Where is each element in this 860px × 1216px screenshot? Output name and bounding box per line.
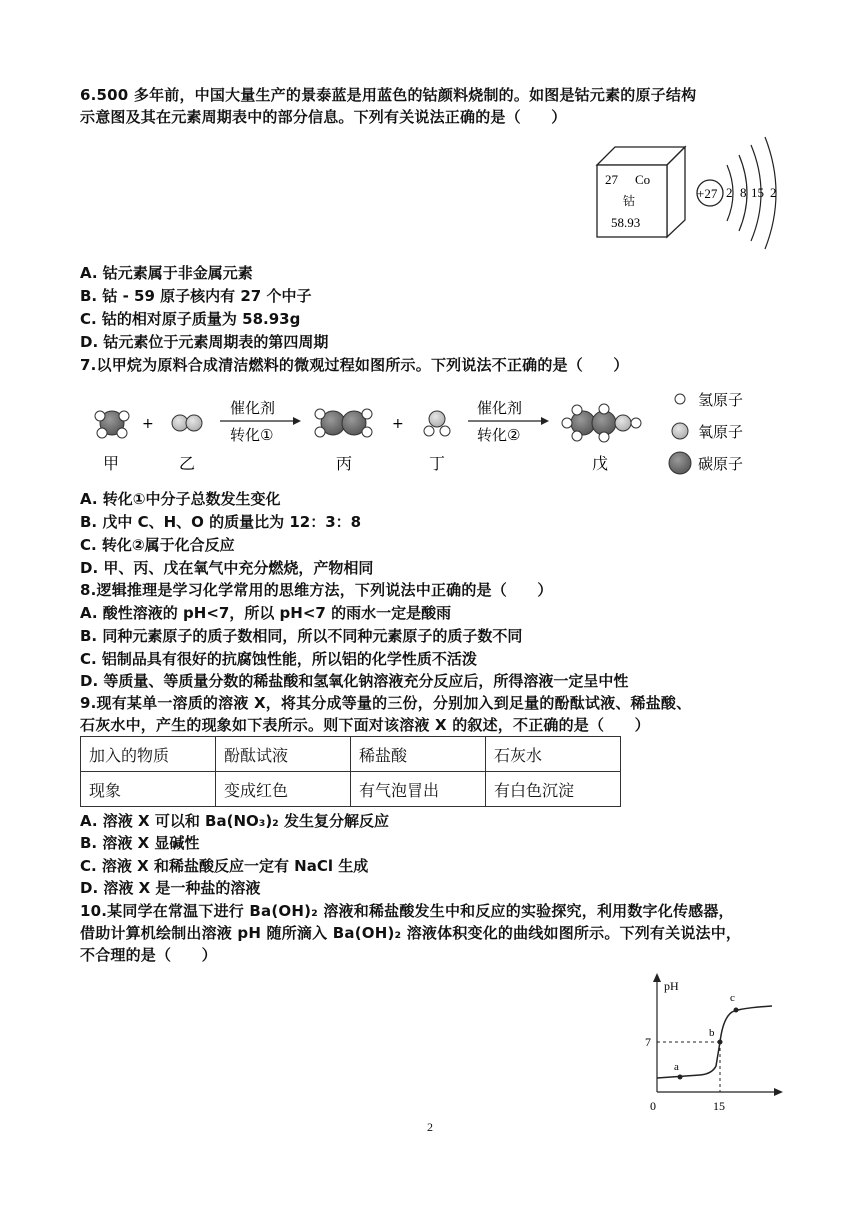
y-axis-label: pH [664, 979, 679, 993]
nucleus-charge: +27 [697, 186, 718, 201]
table-cell: 现象 [81, 772, 216, 807]
table-cell: 有气泡冒出 [351, 772, 486, 807]
label-ding: 丁 [429, 454, 446, 473]
plus-sign-2: + [392, 416, 404, 432]
table-row [81, 737, 621, 772]
element-name: 钴 [623, 194, 636, 208]
q7-option-d: D. 甲、丙、戊在氧气中充分燃烧，产物相同 [80, 559, 374, 577]
legend-hydrogen: 氢原子 [698, 391, 744, 409]
plus-sign-1: + [142, 416, 154, 432]
x-tick-15: 15 [713, 1099, 725, 1113]
step2-label: 转化② [477, 426, 521, 444]
point-b [718, 1040, 723, 1045]
q7-stem: 7.以甲烷为原料合成清洁燃料的微观过程如图所示。下列说法不正确的是（ ） [80, 356, 629, 374]
q7-option-a: A. 转化①中分子总数发生变化 [80, 490, 281, 508]
table-cell: 变成红色 [216, 772, 351, 807]
point-b-label: b [709, 1027, 715, 1039]
x-axis-arrow-icon [774, 1088, 783, 1096]
q6-stem-line1: 6.500 多年前，中国大量生产的景泰蓝是用蓝色的钴颜料烧制的。如图是钴元素的原子结构 [80, 86, 697, 104]
q9-option-b: B. 溶液 X 显碱性 [80, 834, 200, 852]
q9-stem-line2: 石灰水中，产生的现象如下表所示。则下面对该溶液 X 的叙述，不正确的是（ ） [80, 716, 650, 734]
y-axis-arrow-icon [653, 973, 661, 982]
q10-stem-line1: 10.某同学在常温下进行 Ba(OH)₂ 溶液和稀盐酸发生中和反应的实验探究，利用数字化传感器， [80, 902, 734, 920]
table-row [81, 772, 621, 807]
label-yi: 乙 [179, 454, 196, 473]
molecule-bing [315, 409, 372, 437]
table-cell: 加入的物质 [81, 737, 216, 772]
point-a-label: a [674, 1061, 679, 1073]
ph-curve-graph [640, 970, 785, 1115]
q8-option-d: D. 等质量、等质量分数的稀盐酸和氢氧化钠溶液充分反应后，所得溶液一定呈中性 [80, 672, 629, 690]
shell-3: 15 [751, 185, 764, 200]
q6-stem-line2: 示意图及其在元素周期表中的部分信息。下列有关说法正确的是（ ） [80, 108, 567, 126]
x-tick-0: 0 [650, 1099, 656, 1113]
observation-table [80, 736, 621, 807]
table-cell: 有白色沉淀 [486, 772, 621, 807]
point-a [678, 1075, 683, 1080]
q10-stem-line2: 借助计算机绘制出溶液 pH 随所滴入 Ba(OH)₂ 溶液体积变化的曲线如图所示。下列有关说法中， [80, 924, 742, 942]
q9-option-c: C. 溶液 X 和稀盐酸反应一定有 NaCl 生成 [80, 857, 369, 875]
arrow-right-icon [541, 417, 549, 425]
y-tick-7: 7 [645, 1035, 651, 1049]
label-jia: 甲 [103, 454, 120, 473]
q7-option-c: C. 转化②属于化合反应 [80, 536, 235, 554]
legend [669, 391, 743, 474]
molecule-wu [562, 404, 641, 442]
element-mass: 58.93 [611, 215, 641, 230]
q6-option-b: B. 钴 - 59 原子核内有 27 个中子 [80, 287, 312, 305]
shell-2: 8 [740, 185, 747, 200]
point-c-label: c [730, 992, 735, 1004]
q10-stem-line3: 不合理的是（ ） [80, 946, 217, 964]
q8-option-c: C. 铝制品具有很好的抗腐蚀性能，所以铝的化学性质不活泼 [80, 650, 477, 668]
molecule-jia [95, 411, 129, 438]
legend-carbon: 碳原子 [698, 455, 744, 473]
q6-option-d: D. 钴元素位于元素周期表的第四周期 [80, 333, 329, 351]
q9-stem-line1: 9.现有某单一溶质的溶液 X，将其分成等量的三份，分别加入到足量的酚酞试液、稀盐酸、 [80, 694, 692, 712]
catalyst-label-2: 催化剂 [477, 399, 523, 417]
shell-4: 2 [770, 185, 777, 200]
arrow-right-icon [293, 417, 301, 425]
q8-option-b: B. 同种元素原子的质子数相同，所以不同种元素原子的质子数不同 [80, 627, 523, 645]
q8-stem: 8.逻辑推理是学习化学常用的思维方法，下列说法中正确的是（ ） [80, 581, 553, 599]
atom-structure [697, 137, 777, 249]
cobalt-figure [595, 135, 785, 255]
point-c [734, 1008, 739, 1013]
shell-1: 2 [726, 185, 733, 200]
step1-label: 转化① [230, 426, 274, 444]
table-cell: 稀盐酸 [351, 737, 486, 772]
q9-option-d: D. 溶液 X 是一种盐的溶液 [80, 879, 261, 897]
element-symbol: Co [635, 172, 651, 187]
reaction-diagram [80, 383, 780, 478]
label-wu: 戊 [592, 454, 609, 473]
catalyst-label-1: 催化剂 [230, 399, 276, 417]
molecule-ding [424, 411, 450, 436]
legend-oxygen: 氧原子 [698, 423, 744, 441]
molecule-yi [172, 415, 202, 431]
element-number: 27 [605, 172, 618, 187]
q8-option-a: A. 酸性溶液的 pH<7，所以 pH<7 的雨水一定是酸雨 [80, 604, 452, 622]
table-cell: 酚酞试液 [216, 737, 351, 772]
q9-option-a: A. 溶液 X 可以和 Ba(NO₃)₂ 发生复分解反应 [80, 812, 389, 830]
table-cell: 石灰水 [486, 737, 621, 772]
page-number: 2 [427, 1120, 433, 1134]
q6-option-a: A. 钴元素属于非金属元素 [80, 264, 253, 282]
periodic-cell [597, 147, 685, 237]
q6-option-c: C. 钴的相对原子质量为 58.93g [80, 310, 301, 328]
q7-option-b: B. 戊中 C、H、O 的质量比为 12：3：8 [80, 513, 362, 531]
label-bing: 丙 [336, 454, 353, 473]
